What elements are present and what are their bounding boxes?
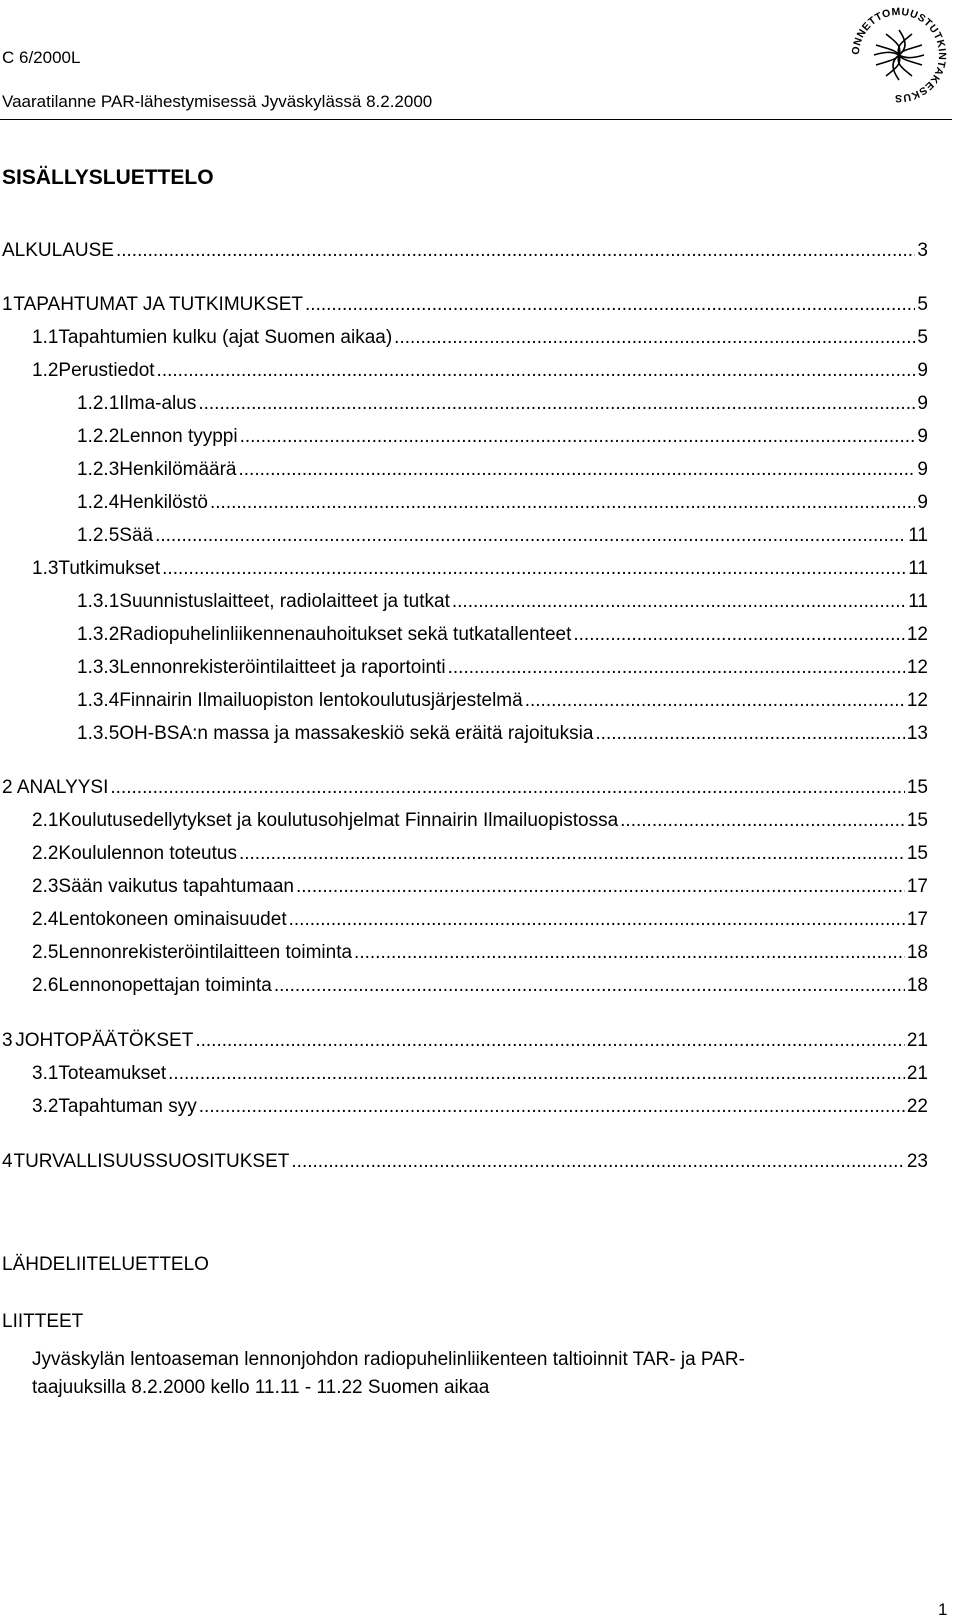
toc-entry-page: 18	[906, 975, 928, 996]
toc-leader-dots	[210, 490, 915, 516]
toc-entry-title: Tapahtuman syy	[58, 1096, 197, 1117]
toc-leader-dots	[595, 721, 904, 747]
toc-entry	[32, 874, 928, 900]
toc-entry-number: 1.3.4	[77, 690, 120, 711]
toc-entry-page: 17	[906, 876, 928, 897]
toc-entry-title: Koululennon toteutus	[58, 843, 237, 864]
toc-entry-number: 1.2	[32, 360, 59, 381]
toc-entry-number: 1.3.3	[77, 657, 120, 678]
toc-entry-number: 2.4	[32, 909, 59, 930]
toc-leader-dots	[525, 688, 905, 714]
toc-entry-number: 1.2.2	[77, 426, 120, 447]
toc-leader-dots	[354, 940, 905, 966]
toc-entry-number: 1	[2, 294, 13, 315]
toc-leader-dots	[162, 556, 906, 582]
sources-heading: LÄHDELIITELUETTELO	[2, 1254, 209, 1275]
toc-entry-title: Tapahtumien kulku (ajat Suomen aikaa)	[58, 327, 393, 348]
appendices-heading: LIITTEET	[2, 1311, 84, 1332]
toc-entry-title: TAPAHTUMAT JA TUTKIMUKSET	[13, 294, 304, 315]
toc-leader-dots	[296, 874, 905, 900]
toc-leader-dots	[199, 1094, 905, 1120]
toc-entry	[32, 325, 928, 351]
toc-entry	[77, 490, 928, 516]
appendix-item-line1: Jyväskylän lentoaseman lennonjohdon radiopuhelinliikenteen taltioinnit TAR- ja PAR-	[32, 1349, 745, 1370]
toc-entry	[77, 391, 928, 417]
toc-entry-page: 15	[906, 810, 928, 831]
toc-entry-page: 11	[908, 558, 928, 579]
toc-entry	[77, 457, 928, 483]
toc-entry-page: 15	[906, 777, 928, 798]
toc-entry-title: Tutkimukset	[58, 558, 161, 579]
toc-entry-page: 9	[917, 393, 928, 414]
toc-entry-number: 3.2	[32, 1096, 59, 1117]
toc-entry-title: Lennonrekisteröintilaitteet ja raportointi	[119, 657, 446, 678]
toc-leader-dots	[573, 622, 904, 648]
toc-leader-dots	[157, 358, 916, 384]
toc-entry-number: 2.5	[32, 942, 59, 963]
toc-entry-number: 1.2.3	[77, 459, 120, 480]
toc-entry-number: 2.3	[32, 876, 59, 897]
toc-entry-title: OH-BSA:n massa ja massakeskiö sekä eräitä rajoituksia	[119, 723, 594, 744]
toc-entry-page: 5	[917, 327, 928, 348]
toc-entry	[32, 940, 928, 966]
toc-entry-title: Sään vaikutus tapahtumaan	[58, 876, 294, 897]
toc-leader-dots	[239, 841, 905, 867]
toc-entry-number: 4	[2, 1151, 13, 1172]
appendix-item-line2: taajuuksilla 8.2.2000 kello 11.11 - 11.22 Suomen aikaa	[32, 1377, 490, 1398]
toc-leader-dots	[239, 457, 916, 483]
toc-entry-title: Lennonopettajan toiminta	[58, 975, 272, 996]
toc-entry-page: 9	[917, 426, 928, 447]
toc-entry-page: 18	[906, 942, 928, 963]
document-subtitle: Vaaratilanne PAR-lähestymisessä Jyväskylässä 8.2.2000	[2, 92, 433, 111]
toc-entry-title: Sää	[119, 525, 154, 546]
toc-entry-page: 9	[917, 459, 928, 480]
toc-entry-title: Lentokoneen ominaisuudet	[58, 909, 287, 930]
toc-entry-number: 2.2	[32, 843, 59, 864]
toc-leader-dots	[240, 424, 916, 450]
toc-entry	[2, 1028, 928, 1054]
toc-entry-page: 12	[906, 690, 928, 711]
toc-entry-title: Henkilöstö	[119, 492, 208, 513]
toc-entry-page: 12	[906, 657, 928, 678]
toc-entry	[2, 1149, 928, 1175]
toc-leader-dots	[448, 655, 905, 681]
toc-entry-number: 1.3.1	[77, 591, 120, 612]
toc-entry-page: 5	[917, 294, 928, 315]
toc-entry-title: Radiopuhelinliikennenauhoitukset sekä tutkatallenteet	[119, 624, 572, 645]
toc-leader-dots	[168, 1061, 905, 1087]
toc-entry-page: 11	[908, 591, 928, 612]
toc-entry-number: 1.3.2	[77, 624, 120, 645]
toc-title: SISÄLLYSLUETTELO	[2, 166, 214, 189]
toc-entry	[77, 424, 928, 450]
toc-entry-title: Finnairin Ilmailuopiston lentokoulutusjärjestelmä	[119, 690, 523, 711]
toc-leader-dots	[620, 808, 905, 834]
toc-entry-page: 3	[917, 240, 928, 261]
toc-entry-title: Perustiedot	[58, 360, 155, 381]
seal-lettering: ONNETTOMUUSTUTKINTAKESKUS	[849, 5, 949, 105]
toc-leader-dots	[452, 589, 906, 615]
toc-entry-page: 9	[917, 360, 928, 381]
toc-leader-dots	[116, 238, 915, 264]
toc-leader-dots	[274, 973, 905, 999]
toc-entry-title: Suunnistuslaitteet, radiolaitteet ja tutkat	[119, 591, 450, 612]
toc-entry	[77, 622, 928, 648]
toc-leader-dots	[289, 907, 905, 933]
toc-entry-number: 2.1	[32, 810, 59, 831]
toc-entry	[77, 523, 928, 549]
toc-entry	[77, 655, 928, 681]
toc-entry-page: 21	[906, 1063, 928, 1084]
toc-entry	[77, 589, 928, 615]
toc-leader-dots	[198, 391, 915, 417]
toc-entry-page: 21	[906, 1030, 928, 1051]
toc-entry	[32, 808, 928, 834]
toc-entry-number: 2	[2, 777, 13, 798]
toc-entry-page: 13	[906, 723, 928, 744]
toc-entry-page: 11	[908, 525, 928, 546]
toc-entry-title: ALKULAUSE	[2, 240, 114, 261]
toc-entry	[32, 973, 928, 999]
toc-entry	[32, 841, 928, 867]
page-number: 1	[938, 1600, 948, 1619]
toc-leader-dots	[195, 1028, 905, 1054]
toc-entry-number: 3.1	[32, 1063, 59, 1084]
toc-leader-dots	[305, 292, 915, 318]
toc-entry	[77, 688, 928, 714]
toc-entry-number: 3	[2, 1030, 13, 1051]
toc-entry-title: Henkilömäärä	[119, 459, 237, 480]
toc-leader-dots	[155, 523, 906, 549]
agency-seal-icon	[846, 2, 952, 108]
document-id: C 6/2000L	[2, 48, 81, 67]
toc-entry-number: 2.6	[32, 975, 59, 996]
toc-entry	[32, 907, 928, 933]
toc-entry-number: 1.1	[32, 327, 59, 348]
toc-entry-title: ANALYYSI	[16, 777, 109, 798]
toc-entry-page: 12	[906, 624, 928, 645]
toc-entry-page: 17	[906, 909, 928, 930]
toc-entry-number: 1.3	[32, 558, 59, 579]
toc-entry-number: 1.2.4	[77, 492, 120, 513]
toc-leader-dots	[394, 325, 915, 351]
toc-entry-title: TURVALLISUUSSUOSITUKSET	[13, 1151, 290, 1172]
toc-entry-title: Ilma-alus	[119, 393, 197, 414]
toc-entry-title: Lennon tyyppi	[119, 426, 238, 447]
toc-leader-dots	[291, 1149, 904, 1175]
toc-leader-dots	[110, 775, 904, 801]
toc-entry	[2, 775, 928, 801]
toc-entry	[32, 1094, 928, 1120]
toc-entry	[2, 238, 928, 264]
toc-entry	[2, 292, 928, 318]
toc-entry	[32, 1061, 928, 1087]
toc-entry-page: 9	[917, 492, 928, 513]
toc-entry	[77, 721, 928, 747]
toc-entry-title: JOHTOPÄÄTÖKSET	[15, 1030, 194, 1051]
toc-entry-page: 23	[906, 1151, 928, 1172]
toc-entry-title: Koulutusedellytykset ja koulutusohjelmat Finnairin Ilmailuopistossa	[58, 810, 619, 831]
toc-entry-number: 1.2.5	[77, 525, 120, 546]
toc-entry	[32, 358, 928, 384]
toc-entry-page: 15	[906, 843, 928, 864]
toc-entry	[32, 556, 928, 582]
toc-entry-number: 1.3.5	[77, 723, 120, 744]
toc-entry-number: 1.2.1	[77, 393, 120, 414]
header-divider	[0, 119, 952, 120]
toc-entry-title: Lennonrekisteröintilaitteen toiminta	[58, 942, 353, 963]
toc-entry-title: Toteamukset	[58, 1063, 167, 1084]
toc-entry-page: 22	[906, 1096, 928, 1117]
